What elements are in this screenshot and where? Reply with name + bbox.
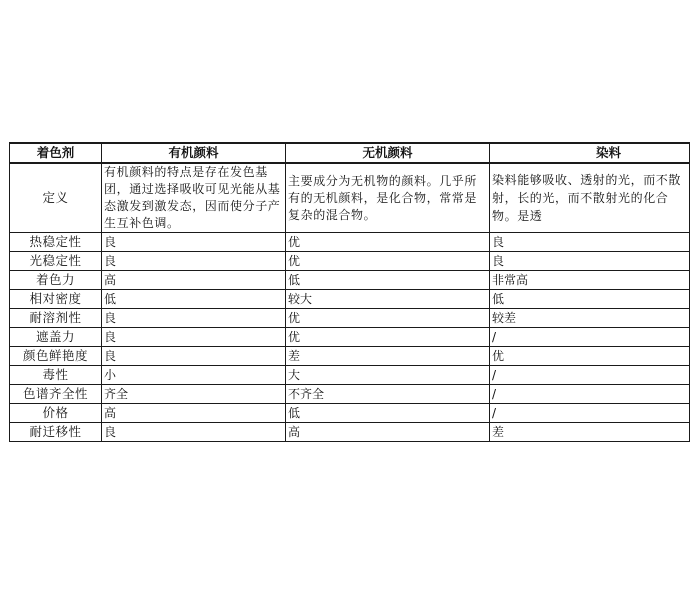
row-label: 相对密度 xyxy=(10,290,102,309)
row-label: 价格 xyxy=(10,404,102,423)
table-row xyxy=(10,423,690,442)
cell-organic: 高 xyxy=(102,404,286,423)
header-colorant: 着色剂 xyxy=(10,143,102,163)
table-row xyxy=(10,309,690,328)
table-row xyxy=(10,290,690,309)
cell-inorganic: 不齐全 xyxy=(286,385,490,404)
cell-dye: 差 xyxy=(490,423,690,442)
table-row xyxy=(10,233,690,252)
table-row xyxy=(10,271,690,290)
row-label: 着色力 xyxy=(10,271,102,290)
cell-dye: 良 xyxy=(490,233,690,252)
cell-dye: 低 xyxy=(490,290,690,309)
cell-inorganic: 优 xyxy=(286,309,490,328)
header-inorganic-pigment: 无机颜料 xyxy=(286,143,490,163)
table-row xyxy=(10,347,690,366)
cell-organic: 良 xyxy=(102,347,286,366)
cell-dye: / xyxy=(490,404,690,423)
table-row xyxy=(10,404,690,423)
row-label: 耐溶剂性 xyxy=(10,309,102,328)
cell-dye: 非常高 xyxy=(490,271,690,290)
cell-inorganic: 高 xyxy=(286,423,490,442)
definition-organic: 有机颜料的特点是存在发色基团，通过选择吸收可见光能从基态激发到激发态，因而使分子产生互补色调。 xyxy=(102,163,286,233)
table-row xyxy=(10,328,690,347)
cell-organic: 齐全 xyxy=(102,385,286,404)
cell-inorganic: 优 xyxy=(286,252,490,271)
row-label-definition: 定义 xyxy=(10,163,102,233)
cell-inorganic: 差 xyxy=(286,347,490,366)
cell-organic: 小 xyxy=(102,366,286,385)
header-dye: 染料 xyxy=(490,143,690,163)
table-row xyxy=(10,385,690,404)
cell-inorganic: 大 xyxy=(286,366,490,385)
cell-organic: 高 xyxy=(102,271,286,290)
cell-dye: 优 xyxy=(490,347,690,366)
row-label: 毒性 xyxy=(10,366,102,385)
cell-inorganic: 较大 xyxy=(286,290,490,309)
pigment-comparison-table-container xyxy=(9,142,682,458)
row-label: 色谱齐全性 xyxy=(10,385,102,404)
row-label: 热稳定性 xyxy=(10,233,102,252)
pigment-comparison-table xyxy=(9,142,690,442)
cell-dye: / xyxy=(490,385,690,404)
cell-dye: 较差 xyxy=(490,309,690,328)
cell-inorganic: 优 xyxy=(286,233,490,252)
table-row-definition xyxy=(10,163,690,233)
definition-inorganic: 主要成分为无机物的颜料。几乎所有的无机颜料，是化合物，常常是复杂的混合物。 xyxy=(286,163,490,233)
cell-inorganic: 优 xyxy=(286,328,490,347)
row-label: 耐迁移性 xyxy=(10,423,102,442)
cell-inorganic: 低 xyxy=(286,404,490,423)
cell-organic: 低 xyxy=(102,290,286,309)
cell-dye: / xyxy=(490,328,690,347)
cell-dye: 良 xyxy=(490,252,690,271)
cell-organic: 良 xyxy=(102,252,286,271)
table-row xyxy=(10,366,690,385)
row-label: 遮盖力 xyxy=(10,328,102,347)
header-organic-pigment: 有机颜料 xyxy=(102,143,286,163)
cell-organic: 良 xyxy=(102,309,286,328)
cell-inorganic: 低 xyxy=(286,271,490,290)
table-row xyxy=(10,252,690,271)
cell-organic: 良 xyxy=(102,233,286,252)
cell-organic: 良 xyxy=(102,423,286,442)
row-label: 颜色鲜艳度 xyxy=(10,347,102,366)
definition-dye: 染料能够吸收、透射的光，而不散射，长的光，而不散射光的化合物。是透 xyxy=(490,163,690,233)
cell-organic: 良 xyxy=(102,328,286,347)
row-label: 光稳定性 xyxy=(10,252,102,271)
cell-dye: / xyxy=(490,366,690,385)
table-header-row xyxy=(10,143,690,163)
